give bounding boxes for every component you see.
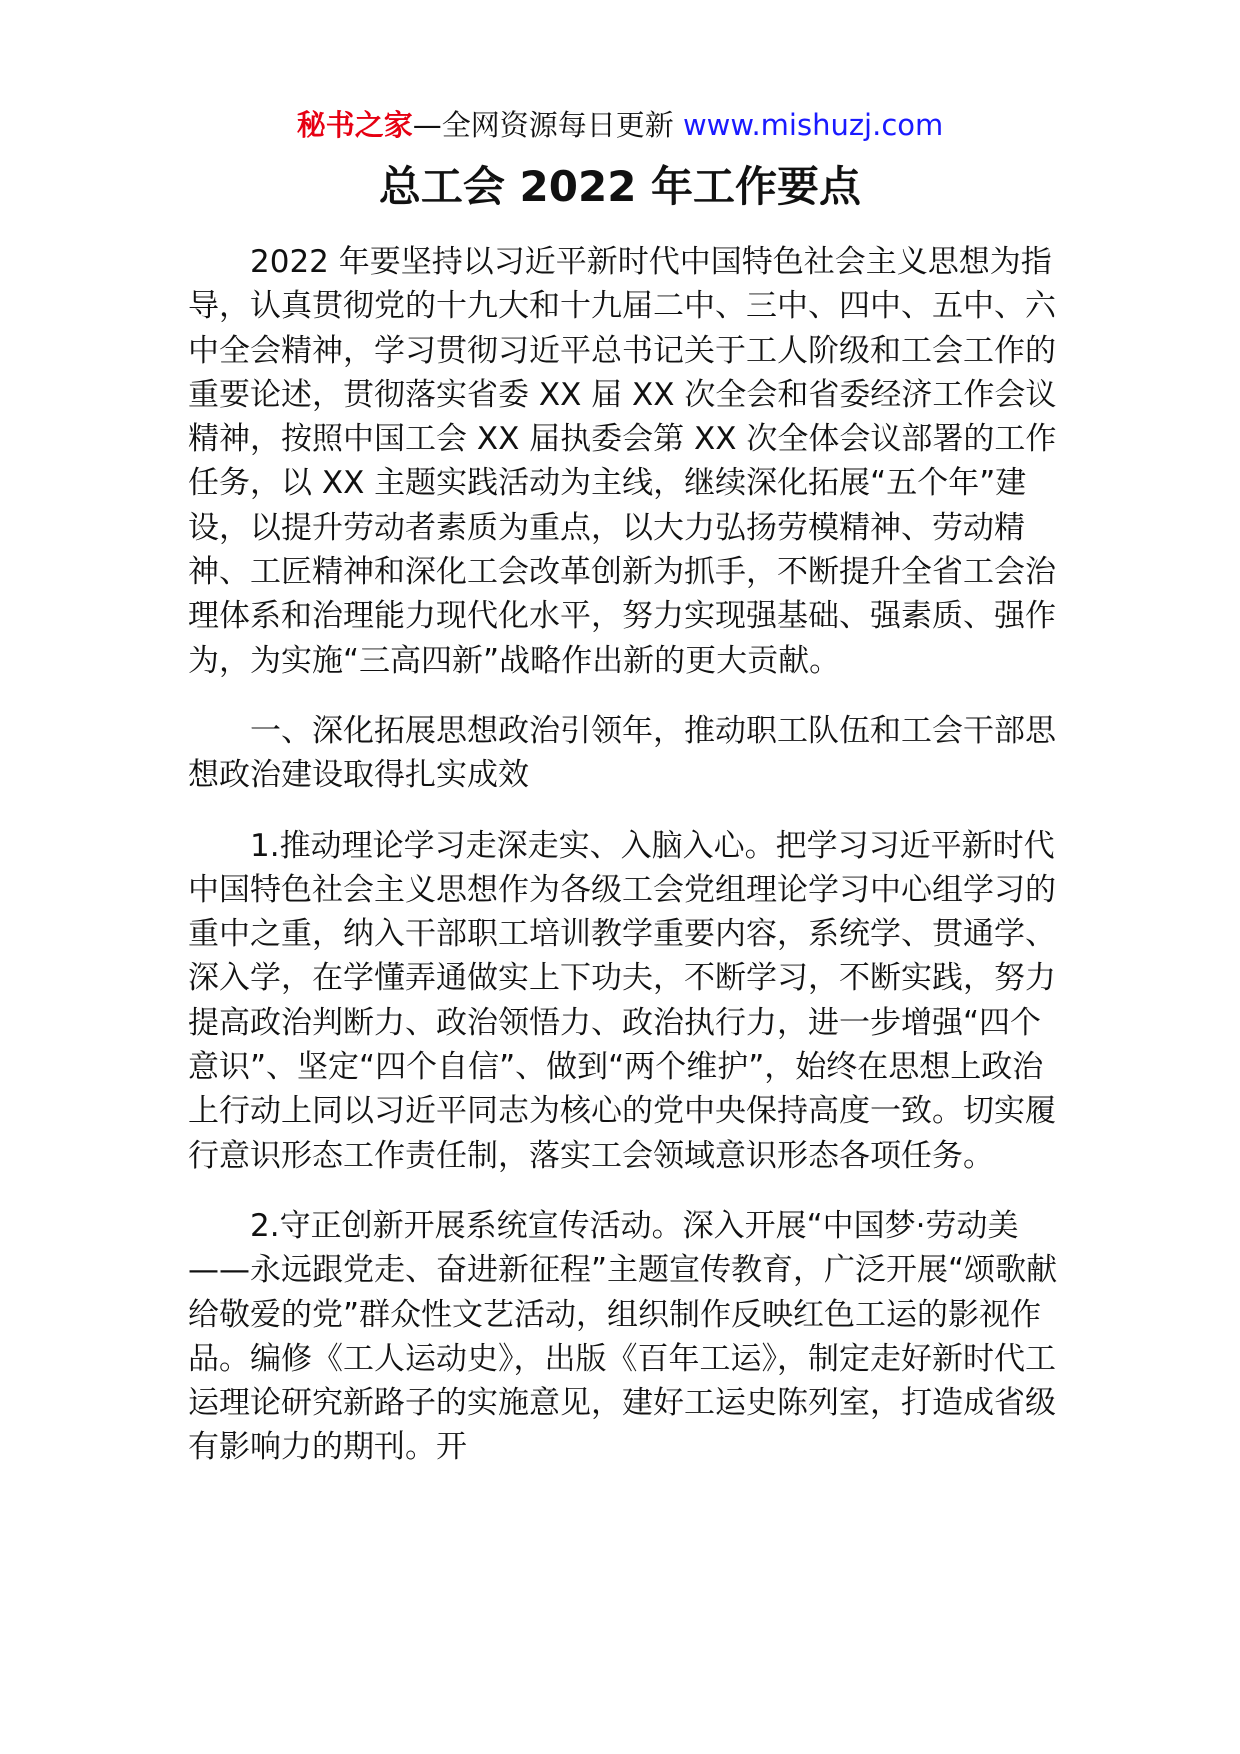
site-tagline: —全网资源每日更新 <box>412 108 674 142</box>
site-header <box>0 105 1240 145</box>
document-body <box>188 240 1068 1496</box>
site-brand: 秘书之家 <box>296 108 413 142</box>
site-url-link[interactable]: www.mishuzj.com <box>682 108 944 142</box>
intro-paragraph: 2022 年要坚持以习近平新时代中国特色社会主义思想为指导，认真贯彻党的十九大和十九届二中、三中、四中、五中、六中全会精神，学习贯彻习近平总书记关于工人阶级和工会工作的重要论述，贯彻落实省委 XX 届 XX 次全会和省委经济工作会议精神，按照中国工会 XX 届执委会第 XX 次全体会议部署的工作任务，以 XX 主题实践活动为主线，继续深化拓展“五个年”建设，以提升劳动者素质为重点，以大力弘扬劳模精神、劳动精神、工匠精神和深化工会改革创新为抓手，不断提升全省工会治理体系和治理能力现代化水平，努力实现强基础、强素质、强作为，为实施“三高四新”战略作出新的更大贡献。 <box>188 244 1057 679</box>
section-heading: 一、深化拓展思想政治引领年，推动职工队伍和工会干部思想政治建设取得扎实成效 <box>188 712 1056 794</box>
item-paragraph: 2.守正创新开展系统宣传活动。深入开展“中国梦·劳动美——永远跟党走、奋进新征程”主题宣传教育，广泛开展“颂歌献给敬爱的党”群众性文艺活动，组织制作反映红色工运的影视作品。编修《工人运动史》，出版《百年工运》，制定走好新时代工运理论研究新路子的实施意见，建好工运史陈列室，打造成省级有影响力的期刊。开 <box>188 1207 1058 1466</box>
document-title: 总工会 2022 年工作要点 <box>378 162 862 211</box>
item-paragraph: 1.推动理论学习走深走实、入脑入心。把学习习近平新时代中国特色社会主义思想作为各级工会党组理论学习中心组学习的重中之重，纳入干部职工培训教学重要内容，系统学、贯通学、深入学，在学懂弄通做实上下功夫，不断学习，不断实践，努力提高政治判断力、政治领悟力、政治执行力，进一步增强“四个意识”、坚定“四个自信”、做到“两个维护”，始终在思想上政治上行动上同以习近平同志为核心的党中央保持高度一致。切实履行意识形态工作责任制，落实工会领域意识形态各项任务。 <box>188 827 1056 1174</box>
